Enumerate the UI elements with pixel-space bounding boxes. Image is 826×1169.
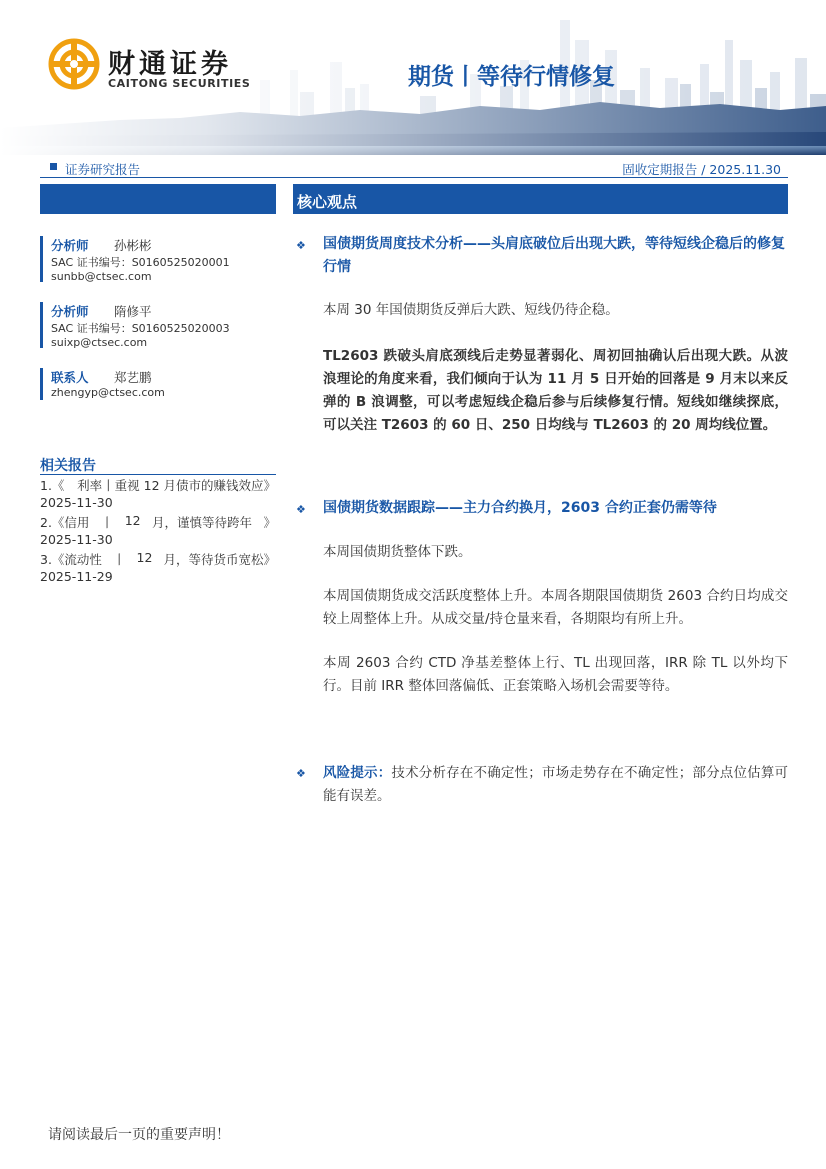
- analyst-role: 分析师: [51, 238, 89, 253]
- related-report-link[interactable]: 1.《 利率丨重视 12 月债市的赚钱效应》: [40, 478, 276, 493]
- report-title: 期货丨等待行情修复: [408, 64, 615, 90]
- contact-role: 联系人: [51, 370, 89, 385]
- section-paragraph: 本周国债期货整体下跌。: [323, 544, 472, 560]
- risk-text: 技术分析存在不确定性；市场走势存在不确定性；部分点位估算可能有误差。: [323, 765, 789, 804]
- analyst-sac-number: SAC 证书编号：S0160525020001: [51, 256, 230, 269]
- analyst-name: 孙彬彬: [114, 238, 152, 253]
- analyst-accent-bar: [40, 302, 43, 348]
- header-divider: [40, 177, 788, 178]
- caitong-logo-icon: [48, 38, 100, 90]
- diamond-bullet-icon: ❖: [296, 239, 306, 252]
- related-report-link[interactable]: 3.《流动性 丨 12 月，等待货币宽松》: [40, 550, 276, 567]
- brand-name-cn: 财通证券: [108, 49, 232, 80]
- header-banner: [0, 0, 826, 155]
- related-report-date: 2025-11-29: [40, 569, 113, 584]
- analyst-card: [40, 236, 276, 286]
- related-reports-divider: [40, 474, 276, 475]
- contact-card: [40, 368, 276, 404]
- section-paragraph-bold: TL2603 跌破头肩底颈线后走势显著弱化、周初回抽确认后出现大跌。从波浪理论的角度来看，我们倾向于认为 11 月 5 日开始的回落是 9 月末以来反弹的 B 浪调整，可以考虑短线企稳后参与后续修复行情。短线如继续探底，可以关注 T2603 的 60 日、250 日均线与 TL2603 的 20 周均线位置。: [323, 348, 788, 433]
- related-report-date: 2025-11-30: [40, 532, 113, 547]
- related-reports-title: 相关报告: [40, 458, 96, 474]
- analyst-accent-bar: [40, 236, 43, 282]
- related-report-date: 2025-11-30: [40, 495, 113, 510]
- core-view-title: 核心观点: [297, 193, 358, 211]
- risk-warning: [323, 762, 788, 808]
- section-heading: 国债期货数据跟踪——主力合约换月，2603 合约正套仍需等待: [323, 500, 717, 516]
- section-heading: 国债期货周度技术分析——头肩底破位后出现大跌，等待短线企稳后的修复行情: [323, 236, 785, 275]
- report-type-date: 固收定期报告 / 2025.11.30: [622, 162, 781, 177]
- analyst-role: 分析师: [51, 304, 89, 319]
- diamond-bullet-icon: ❖: [296, 503, 306, 516]
- category-square-icon: [50, 163, 57, 170]
- analyst-card: [40, 302, 276, 352]
- contact-name: 郑艺鹏: [114, 370, 152, 385]
- analyst-name: 隋修平: [114, 304, 152, 319]
- core-view-bar: [293, 184, 788, 214]
- report-category: 证券研究报告: [65, 162, 141, 177]
- section-paragraph: 本周国债期货成交活跃度整体上升。本周各期限国债期货 2603 合约日均成交较上周整体上升。从成交量/持仓量来看，各期限均有所上升。: [323, 588, 788, 627]
- analyst-email[interactable]: sunbb@ctsec.com: [51, 270, 152, 283]
- contact-email[interactable]: zhengyp@ctsec.com: [51, 386, 165, 399]
- analyst-email[interactable]: suixp@ctsec.com: [51, 336, 148, 349]
- sidebar-header-bar: [40, 184, 276, 214]
- section-paragraph: 本周 2603 合约 CTD 净基差整体上行、TL 出现回落，IRR 除 TL 以外均下行。目前 IRR 整体回落偏低、正套策略入场机会需要等待。: [323, 655, 788, 694]
- analyst-sac-number: SAC 证书编号：S0160525020003: [51, 322, 230, 335]
- brand-name-en: CAITONG SECURITIES: [108, 77, 251, 90]
- diamond-bullet-icon: ❖: [296, 767, 306, 780]
- contact-accent-bar: [40, 368, 43, 400]
- disclaimer-note: 请阅读最后一页的重要声明！: [48, 1127, 230, 1143]
- risk-label: 风险提示：: [323, 765, 392, 781]
- related-report-link[interactable]: 2.《信用 丨 12 月，谨慎等待跨年 》: [40, 513, 276, 530]
- section-paragraph: 本周 30 年国债期货反弹后大跌、短线仍待企稳。: [323, 302, 619, 318]
